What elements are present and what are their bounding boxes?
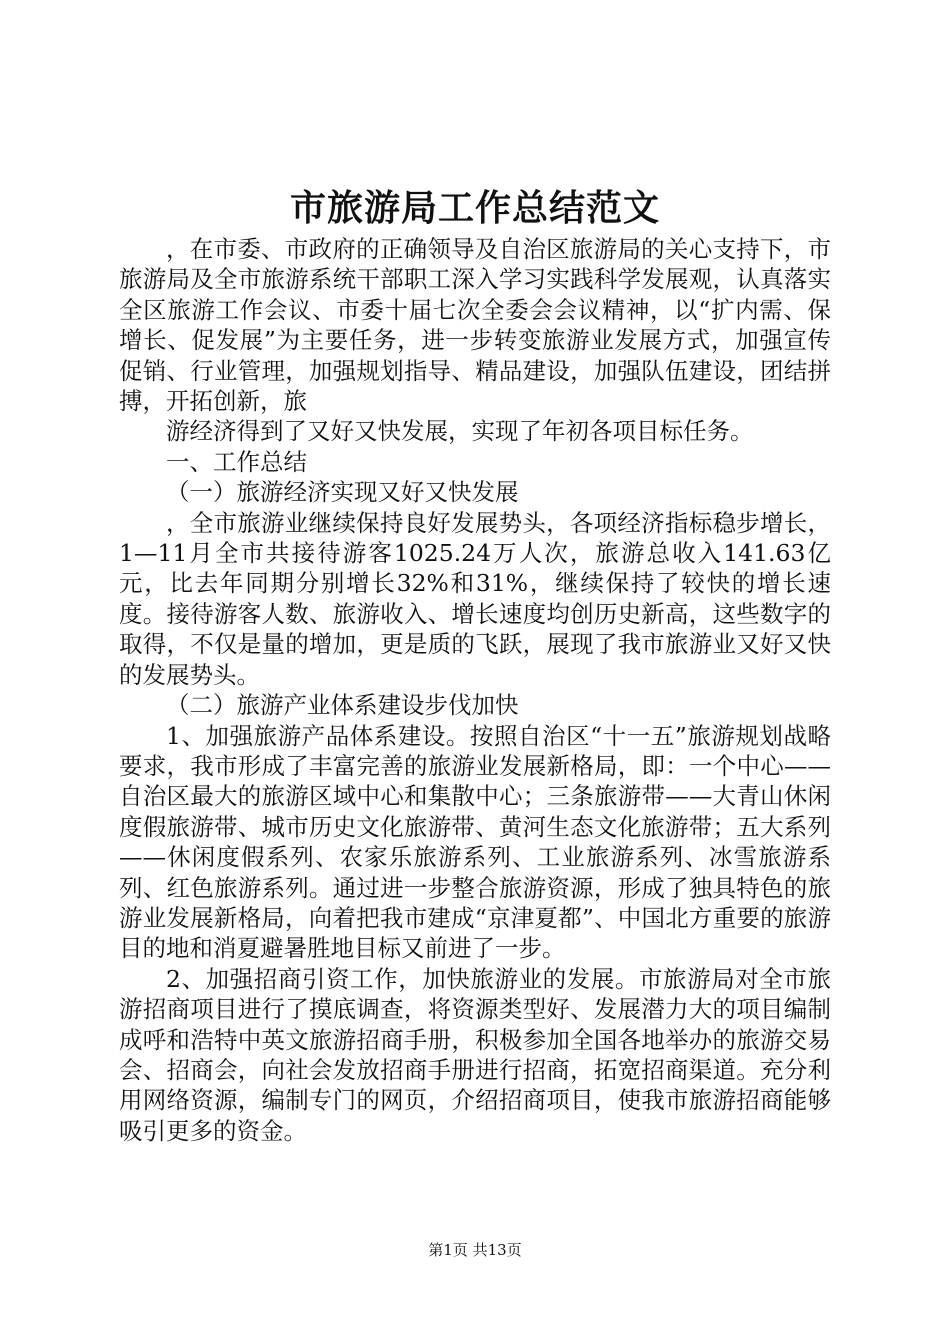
document-body	[119, 234, 831, 1146]
document-title: 市旅游局工作总结范文	[289, 187, 660, 229]
subsection-heading-1: （一）旅游经济实现又好又快发展	[166, 478, 519, 507]
subsection-heading-2: （二）旅游产业体系建设步伐加快	[166, 691, 519, 720]
paragraph-intro-continued: 游经济得到了又好又快发展，实现了年初各项目标任务。	[166, 417, 754, 446]
paragraph-intro: ，在市委、市政府的正确领导及自治区旅游局的关心支持下，市旅游局及全市旅游系统干部职工深入学习实践科学发展观，认真落实全区旅游工作会议、市委十届七次全委会会议精神，以“扩内需、保增长、促发展”为主要任务，进一步转变旅游业发展方式，加强宣传促销、行业管理，加强规划指导、精品建设，加强队伍建设，团结拼搏，开拓创新，旅	[119, 235, 831, 416]
section-heading-work-summary: 一、工作总结	[166, 447, 307, 476]
page-number-footer: 第1页 共13页	[428, 1241, 522, 1259]
paragraph-product-system: 1、加强旅游产品体系建设。按照自治区“十一五”旅游规划战略要求，我市形成了丰富完善的旅游业发展新格局，即：一个中心——自治区最大的旅游区域中心和集散中心；三条旅游带——大青山休闲度假旅游带、城市历史文化旅游带、黄河生态文化旅游带；五大系列——休闲度假系列、农家乐旅游系列、工业旅游系列、冰雪旅游系列、红色旅游系列。通过进一步整合旅游资源，形成了独具特色的旅游业发展新格局，向着把我市建成“京津夏都”、中国北方重要的旅游目的地和消夏避暑胜地目标又前进了一步。	[119, 721, 831, 963]
paragraph-investment: 2、加强招商引资工作，加快旅游业的发展。市旅游局对全市旅游招商项目进行了摸底调查，将资源类型好、发展潜力大的项目编制成呼和浩特中英文旅游招商手册，积极参加全国各地举办的旅游交易会、招商会，向社会发放招商手册进行招商，拓宽招商渠道。充分利用网络资源，编制专门的网页，介绍招商项目，使我市旅游招商能够吸引更多的资金。	[119, 964, 831, 1145]
paragraph-tourism-economy: ，全市旅游业继续保持良好发展势头，各项经济指标稳步增长，1—11月全市共接待游客1025.24万人次，旅游总收入141.63亿元，比去年同期分别增长32%和31%，继续保持了较快的增长速度。接待游客人数、旅游收入、增长速度均创历史新高，这些数字的取得，不仅是量的增加，更是质的飞跃，展现了我市旅游业又好又快的发展势头。	[119, 508, 831, 689]
